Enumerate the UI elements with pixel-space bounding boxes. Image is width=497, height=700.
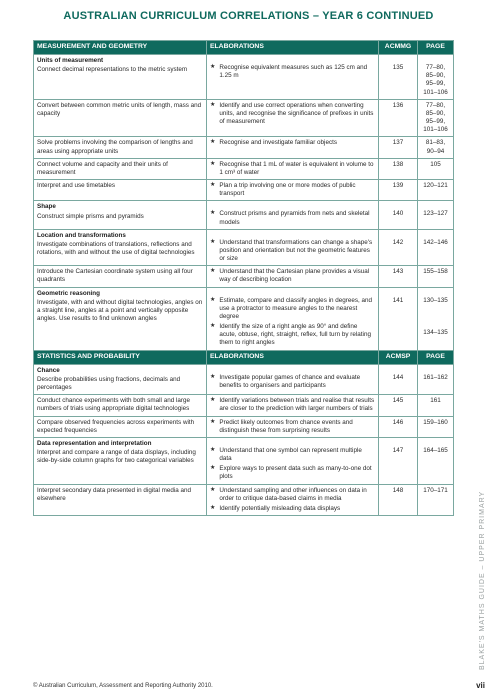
spacer [382, 203, 414, 210]
spacer [421, 290, 450, 297]
elaboration-item [210, 397, 375, 413]
elaborations-cell [207, 137, 379, 158]
elaboration-text: Identify potentially misleading data displays [219, 504, 341, 512]
elaboration-text: Understand that the Cartesian plane provides a visual way of describing location [219, 268, 370, 284]
page-reference: 164–165 [423, 446, 448, 454]
elaboration-text: Understand that one symbol can represent multiple data [219, 446, 362, 463]
page-reference: 161 [430, 397, 441, 405]
page-reference: 161–162 [423, 373, 448, 381]
elaborations-cell [207, 437, 379, 484]
code-cell [379, 266, 418, 287]
curriculum-code: 139 [392, 182, 404, 190]
column-header: ACMSP [379, 350, 418, 364]
page-reference: 90–94 [426, 147, 445, 155]
curriculum-code: 137 [392, 139, 404, 147]
page-reference: 77–80, [425, 64, 446, 71]
elaboration-text: Estimate, compare and classify angles in degrees, and use a protractor to measure angles to the nearest degree [219, 296, 372, 320]
column-header: MEASUREMENT AND GEOMETRY [34, 41, 207, 55]
description-text: Investigate combinations of translations, reflections and rotations, with and without the use of digital technologies [37, 240, 195, 257]
spacer [382, 57, 414, 64]
code-cell [379, 229, 418, 266]
page-reference: 95–99, [425, 80, 446, 88]
column-header: ELABORATIONS [207, 350, 379, 364]
star-bullet-icon: ★ [210, 486, 216, 493]
page-cell [418, 137, 454, 158]
spacer [210, 232, 375, 239]
page-reference [421, 313, 450, 321]
description-text: Convert between common metric units of length, mass and capacity [37, 101, 202, 117]
content-description-cell [34, 201, 207, 229]
elaborations-cell [207, 201, 379, 229]
page-reference [421, 305, 450, 313]
description-text: Connect volume and capacity and their units of measurement [37, 160, 168, 176]
page-reference: 123–127 [423, 210, 448, 218]
group-title: Geometric reasoning [37, 289, 100, 297]
spacer [210, 203, 375, 210]
table-row [34, 416, 454, 437]
elaboration-item [210, 268, 375, 284]
elaborations-cell [207, 55, 379, 100]
star-bullet-icon: ★ [210, 465, 216, 472]
elaborations-cell [207, 99, 379, 137]
description-text: Solve problems involving the comparison of lengths and areas using appropriate units [37, 139, 193, 155]
page-reference: 142–146 [423, 238, 448, 246]
table-row [34, 287, 454, 350]
star-bullet-icon: ★ [210, 323, 216, 330]
spacer [421, 57, 450, 64]
elaboration-item [210, 374, 375, 390]
page-cell [418, 158, 454, 179]
star-bullet-icon: ★ [210, 101, 216, 108]
column-header: ELABORATIONS [207, 41, 379, 55]
elaborations-cell [207, 158, 379, 179]
page-reference: 159–160 [423, 418, 448, 426]
elaborations-cell [207, 395, 379, 416]
spacer [210, 440, 375, 447]
spacer [382, 440, 414, 447]
spacer [421, 367, 450, 374]
code-cell [379, 99, 418, 137]
page-cell [418, 416, 454, 437]
page-reference: 77–80, [425, 101, 446, 109]
elaboration-text: Predict likely outcomes from chance events and distinguish these from surprising results [219, 418, 353, 434]
elaboration-text: Plan a trip involving one or more modes of public transport [219, 182, 356, 198]
page-cell [418, 437, 454, 484]
elaborations-cell [207, 229, 379, 266]
copyright-footer: © Australian Curriculum, Assessment and Reporting Authority 2010. [33, 683, 213, 689]
description-text: Interpret and compare a range of data displays, including side-by-side column graphs for two categorical variables [37, 449, 196, 465]
elaboration-item [210, 297, 375, 322]
elaboration-item [210, 161, 375, 177]
page-title: AUSTRALIAN CURRICULUM CORRELATIONS – YEAR 6 CONTINUED [63, 10, 434, 22]
page-cell [418, 364, 454, 395]
description-text: Compare observed frequencies across experiments with expected frequencies [37, 418, 195, 434]
page-reference: 130–135 [423, 296, 448, 304]
page-cell [418, 484, 454, 516]
page-reference: 85–90, [425, 109, 446, 117]
content-description-cell [34, 484, 207, 516]
elaboration-item [210, 239, 375, 264]
code-cell [379, 137, 418, 158]
page-reference [421, 321, 450, 329]
star-bullet-icon: ★ [210, 504, 216, 511]
elaboration-item [210, 64, 375, 80]
curriculum-code: 148 [392, 486, 404, 494]
description-text: Connect decimal representations to the metric system [37, 66, 188, 74]
elaborations-cell [207, 287, 379, 350]
side-title: BLAKE'S MATHS GUIDE – UPPER PRIMARY [479, 490, 486, 670]
elaboration-text: Recognise equivalent measures such as 125 cm and 1.25 m [219, 64, 368, 80]
spacer [210, 290, 375, 297]
group-title: Location and transformations [37, 231, 126, 239]
elaboration-text: Construct prisms and pyramids from nets and skeletal models [219, 210, 370, 226]
star-bullet-icon: ★ [210, 446, 216, 453]
page-cell [418, 201, 454, 229]
table-row [34, 180, 454, 201]
table-row [34, 99, 454, 137]
table-row [34, 201, 454, 229]
content-description-cell [34, 395, 207, 416]
page-cell [418, 180, 454, 201]
page-reference: 101–106 [423, 88, 448, 96]
group-title: Data representation and interpretation [37, 439, 152, 447]
table-row [34, 266, 454, 287]
elaboration-item [210, 505, 375, 513]
curriculum-code: 142 [392, 238, 404, 246]
table-row [34, 55, 454, 100]
spacer [210, 367, 375, 374]
page-number: vii [476, 681, 485, 690]
table-row [34, 158, 454, 179]
content-description-cell [34, 364, 207, 395]
section-header-row [34, 350, 454, 364]
star-bullet-icon: ★ [210, 139, 216, 146]
curriculum-code: 144 [392, 373, 404, 381]
elaboration-item [210, 465, 375, 481]
column-header: STATISTICS AND PROBABILITY [34, 350, 207, 364]
star-bullet-icon: ★ [210, 397, 216, 404]
elaboration-text: Identify the size of a right angle as 90° and define acute, obtuse, right, straight, reflex, full turn by relating them to right angles [219, 323, 371, 347]
elaboration-text: Recognise and investigate familiar objects [219, 139, 337, 147]
spacer [382, 232, 414, 239]
description-text: Describe probabilities using fractions, decimals and percentages [37, 375, 181, 391]
section-header-row [34, 41, 454, 55]
elaborations-cell [207, 266, 379, 287]
curriculum-code: 135 [392, 64, 404, 71]
elaboration-item [210, 139, 375, 147]
page-reference: 155–158 [423, 268, 448, 276]
curriculum-code: 138 [392, 160, 404, 168]
page-reference: 120–121 [423, 182, 448, 190]
elaboration-text: Understand sampling and other influences on data in order to critique data-based claims in media [219, 486, 367, 502]
table-row [34, 484, 454, 516]
code-cell [379, 158, 418, 179]
spacer [421, 232, 450, 239]
content-description-cell [34, 229, 207, 266]
spacer [382, 367, 414, 374]
code-cell [379, 180, 418, 201]
star-bullet-icon: ★ [210, 373, 216, 380]
code-cell [379, 287, 418, 350]
code-cell [379, 395, 418, 416]
elaboration-text: Identify and use correct operations when converting units, and recognise the significance of prefixes in units of measurement [219, 101, 374, 126]
content-description-cell [34, 158, 207, 179]
page-reference: 81–83, [425, 139, 446, 147]
curriculum-code: 147 [392, 446, 404, 454]
group-title: Chance [37, 366, 60, 374]
curriculum-code: 146 [392, 418, 404, 426]
page-cell [418, 55, 454, 100]
elaboration-text: Recognise that 1 mL of water is equivalent in volume to 1 cm³ of water [219, 160, 374, 176]
star-bullet-icon: ★ [210, 160, 216, 167]
spacer [382, 290, 414, 297]
table-row [34, 437, 454, 484]
content-description-cell [34, 55, 207, 100]
code-cell [379, 55, 418, 100]
description-text: Construct simple prisms and pyramids [37, 212, 144, 220]
column-header: PAGE [418, 41, 454, 55]
elaboration-item [210, 419, 375, 435]
content-description-cell [34, 266, 207, 287]
description-text: Interpret and use timetables [37, 182, 116, 190]
code-cell [379, 484, 418, 516]
star-bullet-icon: ★ [210, 296, 216, 303]
page-reference: 134–135 [423, 328, 448, 336]
curriculum-code: 145 [392, 397, 404, 405]
elaboration-item [210, 102, 375, 127]
page-reference: 95–99, [425, 118, 446, 126]
content-description-cell [34, 137, 207, 158]
page-reference: 105 [430, 160, 441, 168]
star-bullet-icon: ★ [210, 182, 216, 189]
elaborations-cell [207, 364, 379, 395]
elaboration-text: Understand that transformations can change a shape's position and orientation but not the geometric features or size [219, 238, 373, 263]
page-cell [418, 287, 454, 350]
code-cell [379, 416, 418, 437]
content-description-cell [34, 437, 207, 484]
elaborations-cell [207, 180, 379, 201]
star-bullet-icon: ★ [210, 210, 216, 217]
star-bullet-icon: ★ [210, 64, 216, 70]
page-reference: 170–171 [423, 486, 448, 494]
elaboration-item [210, 182, 375, 198]
column-header: PAGE [418, 350, 454, 364]
elaboration-item [210, 210, 375, 226]
elaboration-item [210, 447, 375, 463]
code-cell [379, 364, 418, 395]
page-reference: 101–106 [423, 126, 448, 134]
code-cell [379, 201, 418, 229]
group-title: Units of measurement [37, 57, 104, 64]
description-text: Interpret secondary data presented in digital media and elsewhere [37, 486, 192, 502]
content-description-cell [34, 99, 207, 137]
table-row [34, 395, 454, 416]
star-bullet-icon: ★ [210, 268, 216, 275]
spacer [421, 440, 450, 447]
curriculum-code: 143 [392, 268, 404, 276]
content-description-cell [34, 287, 207, 350]
elaboration-text: Identify variations between trials and realise that results are closer to the prediction with larger numbers of trials [219, 397, 375, 413]
curriculum-code: 136 [392, 101, 404, 109]
elaboration-item [210, 323, 375, 348]
description-text: Introduce the Cartesian coordinate system using all four quadrants [37, 268, 193, 284]
star-bullet-icon: ★ [210, 238, 216, 245]
page-cell [418, 395, 454, 416]
content-description-cell [34, 180, 207, 201]
code-cell [379, 437, 418, 484]
table-row [34, 137, 454, 158]
curriculum-code: 141 [392, 296, 404, 304]
spacer [421, 203, 450, 210]
elaboration-text: Explore ways to present data such as many-to-one dot plots [219, 465, 372, 481]
table-row [34, 229, 454, 266]
elaborations-cell [207, 484, 379, 516]
star-bullet-icon: ★ [210, 418, 216, 425]
column-header: ACMMG [379, 41, 418, 55]
table-row [34, 364, 454, 395]
elaboration-item [210, 487, 375, 503]
description-text: Investigate, with and without digital technologies, angles on a straight line, angles at a point and vertically opposite angles. Use results to find unknown angles [37, 298, 203, 323]
page-cell [418, 266, 454, 287]
curriculum-table [33, 40, 454, 516]
spacer [210, 57, 375, 64]
curriculum-code: 140 [392, 210, 404, 218]
group-title: Shape [37, 203, 56, 211]
page-cell [418, 99, 454, 137]
description-text: Conduct chance experiments with both small and large numbers of trials using appropriate digital technologies [37, 397, 190, 413]
content-description-cell [34, 416, 207, 437]
elaboration-text: Investigate popular games of chance and evaluate benefits to organisers and participants [219, 373, 361, 389]
page-reference: 85–90, [425, 72, 446, 80]
page-cell [418, 229, 454, 266]
elaborations-cell [207, 416, 379, 437]
